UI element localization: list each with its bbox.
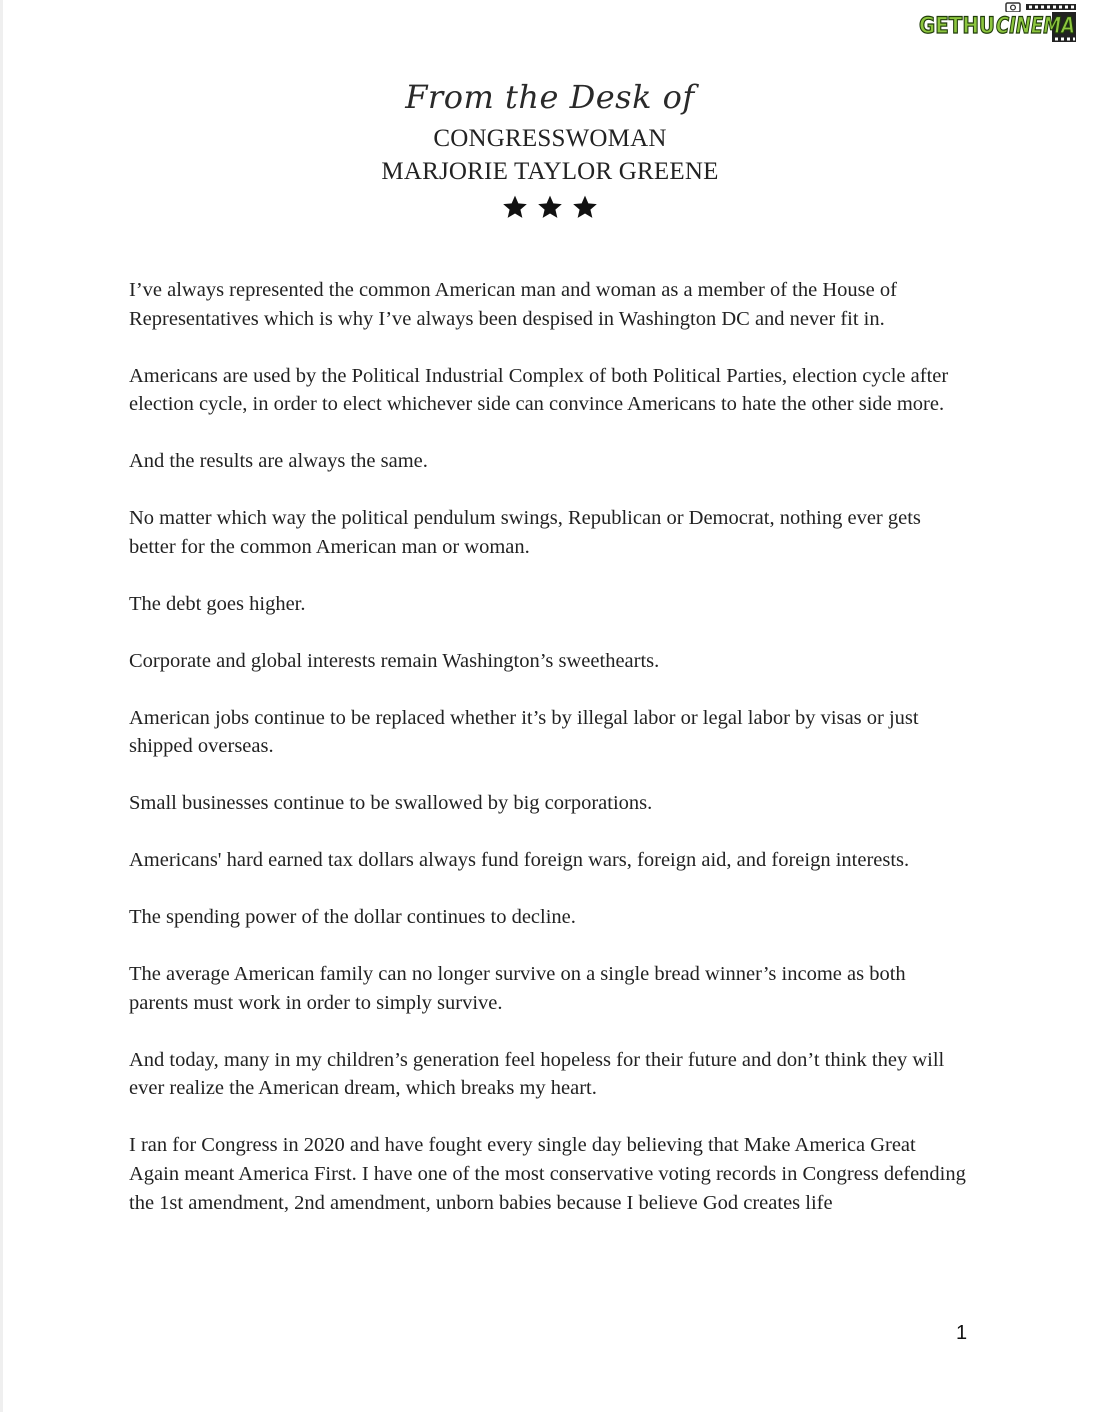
letter-body <box>129 276 969 1246</box>
star-icon <box>572 194 598 220</box>
paragraph: I’ve always represented the common American man and woman as a member of the House of Representatives which is why I’ve always been despised in Washington DC and never fit in. <box>129 279 897 330</box>
paragraph: And today, many in my children’s generation feel hopeless for their future and don’t think they will ever realize the American dream, which breaks my heart. <box>129 1048 945 1100</box>
paragraph: Americans' hard earned tax dollars always fund foreign wars, foreign aid, and foreign interests. <box>129 849 910 872</box>
star-icon <box>502 194 528 220</box>
letterhead-title: CONGRESSWOMAN <box>433 125 667 152</box>
paragraph: And the results are always the same. <box>129 450 428 473</box>
paragraph: The average American family can no longer survive on a single bread winner’s income as both parents must work in order to simply survive. <box>129 963 906 1014</box>
paragraph: The debt goes higher. <box>129 592 306 615</box>
paragraph: The spending power of the dollar continues to decline. <box>129 906 576 929</box>
camera-icon <box>1006 3 1020 12</box>
watermark-text-cinema: CINEMA <box>996 14 1075 39</box>
page-number: 1 <box>956 1322 968 1344</box>
letterhead-name: MARJORIE TAYLOR GREENE <box>381 158 719 185</box>
paragraph: Corporate and global interests remain Washington’s sweethearts. <box>129 649 660 672</box>
gethu-cinema-watermark-logo <box>918 2 1076 46</box>
paragraph: Small businesses continue to be swallowed by big corporations. <box>129 792 653 815</box>
star-icon <box>537 194 563 220</box>
paragraph: American jobs continue to be replaced whether it’s by illegal labor or legal labor by visas or just shipped overseas. <box>129 706 919 758</box>
paragraph: Americans are used by the Political Industrial Complex of both Political Parties, election cycle after election cycle, in order to elect whichever side can convince Americans to hate the other side more. <box>129 364 949 416</box>
paragraph: I ran for Congress in 2020 and have fought every single day believing that Make America Great Again meant America First. I have one of the most conservative voting records in Congress defending the 1st amendment, 2nd amendment, unborn babies because I believe God creates life <box>129 1134 966 1214</box>
watermark-text-gethu: GETHU <box>919 14 995 39</box>
letterhead-script-line: From the Desk of <box>405 78 695 116</box>
letterhead <box>0 72 1100 220</box>
letterhead-stars <box>0 194 1100 220</box>
paragraph: No matter which way the political pendulum swings, Republican or Democrat, nothing ever gets better for the common American man or woman. <box>129 507 921 558</box>
